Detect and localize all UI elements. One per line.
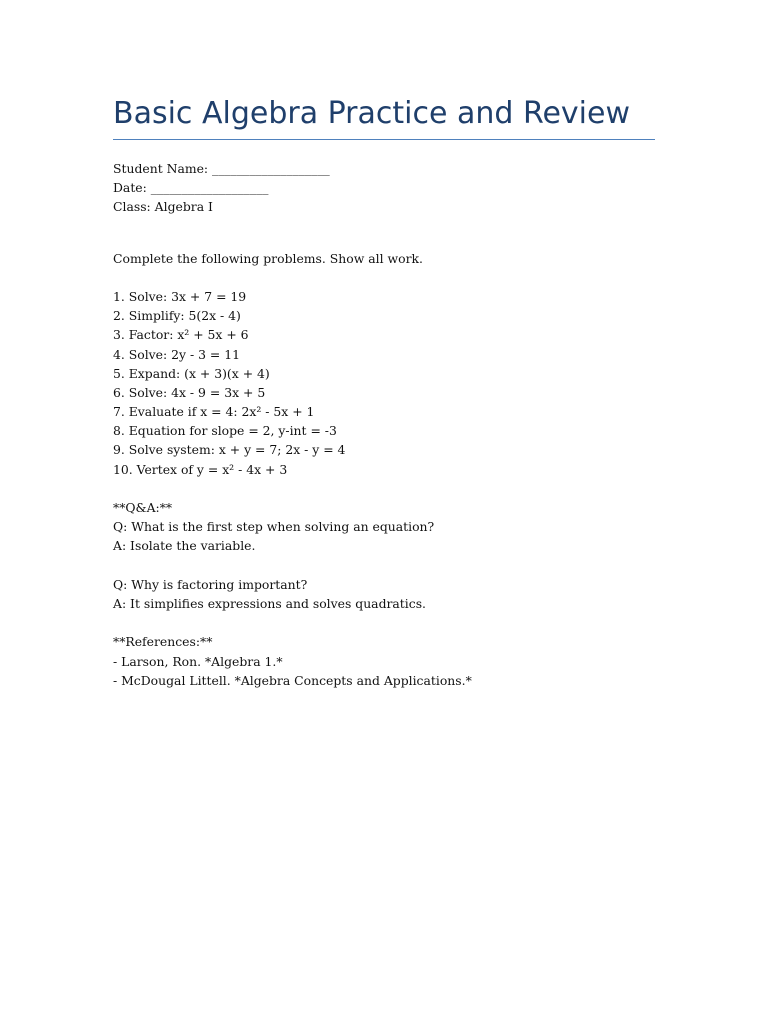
problem-item: 10. Vertex of y = x² - 4x + 3 (113, 461, 288, 477)
problem-item: 5. Expand: (x + 3)(x + 4) (113, 365, 270, 381)
spacer (113, 479, 655, 498)
problem-item: 6. Solve: 4x - 9 = 3x + 5 (113, 384, 266, 400)
date-field: Date: ___________________ (113, 180, 269, 196)
spacer (113, 556, 655, 575)
qa-heading: **Q&A:** (113, 500, 173, 515)
spacer (113, 217, 655, 249)
reference-item: - McDougal Littell. *Algebra Concepts and Applications.* (113, 672, 472, 688)
problem-item: 4. Solve: 2y - 3 = 11 (113, 346, 240, 362)
problem-list (113, 287, 655, 479)
instructions: Complete the following problems. Show all work. (113, 250, 423, 266)
problem-item: 3. Factor: x² + 5x + 6 (113, 327, 249, 343)
document-title: Basic Algebra Practice and Review (113, 96, 630, 131)
qa-question: Q: Why is factoring important? (113, 576, 308, 592)
qa-answer: A: Isolate the variable. (113, 538, 256, 554)
document-body (113, 159, 655, 690)
references-heading: **References:** (113, 634, 213, 650)
reference-item: - Larson, Ron. *Algebra 1.* (113, 653, 283, 669)
problem-item: 2. Simplify: 5(2x - 4) (113, 308, 241, 324)
qa-answer: A: It simplifies expressions and solves quadratics. (113, 595, 426, 611)
qa-question: Q: What is the first step when solving an equation? (113, 519, 435, 535)
spacer (113, 268, 655, 287)
spacer (113, 613, 655, 632)
student-name-field: Student Name: ___________________ (113, 161, 330, 176)
title-underline (113, 139, 655, 140)
class-field: Class: Algebra I (113, 199, 213, 215)
problem-item: 9. Solve system: x + y = 7; 2x - y = 4 (113, 442, 346, 458)
problem-item: 8. Equation for slope = 2, y-int = -3 (113, 423, 337, 439)
problem-item: 1. Solve: 3x + 7 = 19 (113, 288, 247, 304)
problem-item: 7. Evaluate if x = 4: 2x² - 5x + 1 (113, 404, 315, 420)
